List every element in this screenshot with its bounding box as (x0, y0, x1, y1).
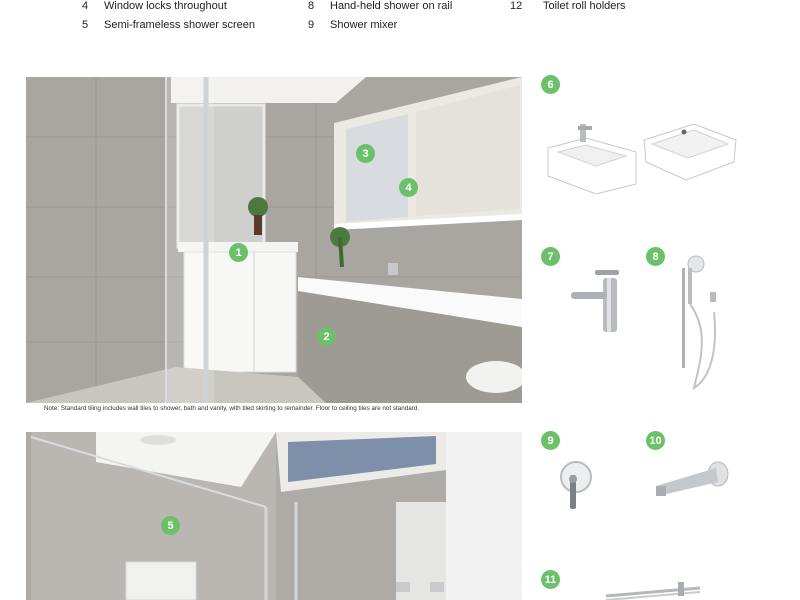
legend-item-12 (510, 0, 626, 13)
shower-mixer-product-image (560, 457, 596, 513)
callout-badge-1: 1 (229, 243, 248, 262)
legend-text: Semi-frameless shower screen (104, 19, 255, 31)
product-badge-8: 8 (646, 247, 665, 266)
callout-badge-3: 3 (356, 144, 375, 163)
callout-badge-5: 5 (161, 516, 180, 535)
legend-text: Hand-held shower on rail (330, 0, 453, 12)
legend-number: 9 (308, 19, 315, 31)
basin-product-image (544, 118, 744, 194)
legend-number: 4 (82, 0, 89, 12)
tiling-note: Note: Standard tiling includes wall tiles to shower, bath and vanity, with tiled skirting to remainder. Floor to ceiling tiles are not standard. (44, 405, 420, 412)
legend-number: 5 (82, 19, 89, 31)
legend-number: 8 (308, 0, 315, 12)
towel-rail-product-image (600, 578, 710, 600)
legend-item-5 (82, 19, 255, 32)
legend-text: Shower mixer (330, 19, 398, 31)
callout-badge-4: 4 (399, 178, 418, 197)
product-badge-7: 7 (541, 247, 560, 266)
legend-item-9 (308, 19, 397, 32)
bath-spout-product-image (652, 460, 732, 502)
product-badge-6: 6 (541, 75, 560, 94)
bathroom-illustration (26, 77, 522, 403)
bathroom-photo-shower (26, 432, 522, 600)
legend-text: Window locks throughout (104, 0, 227, 12)
product-badge-9: 9 (541, 431, 560, 450)
legend-text: Toilet roll holders (543, 0, 626, 12)
basin-mixer-product-image (567, 268, 625, 334)
shower-illustration (26, 432, 522, 600)
callout-badge-2: 2 (317, 327, 336, 346)
bathroom-photo-main (26, 77, 522, 403)
legend-item-4 (82, 0, 227, 13)
product-badge-10: 10 (646, 431, 665, 450)
shower-rail-product-image (670, 252, 730, 394)
product-badge-11: 11 (541, 570, 560, 589)
legend-item-8 (308, 0, 452, 13)
legend-number: 12 (510, 0, 523, 12)
